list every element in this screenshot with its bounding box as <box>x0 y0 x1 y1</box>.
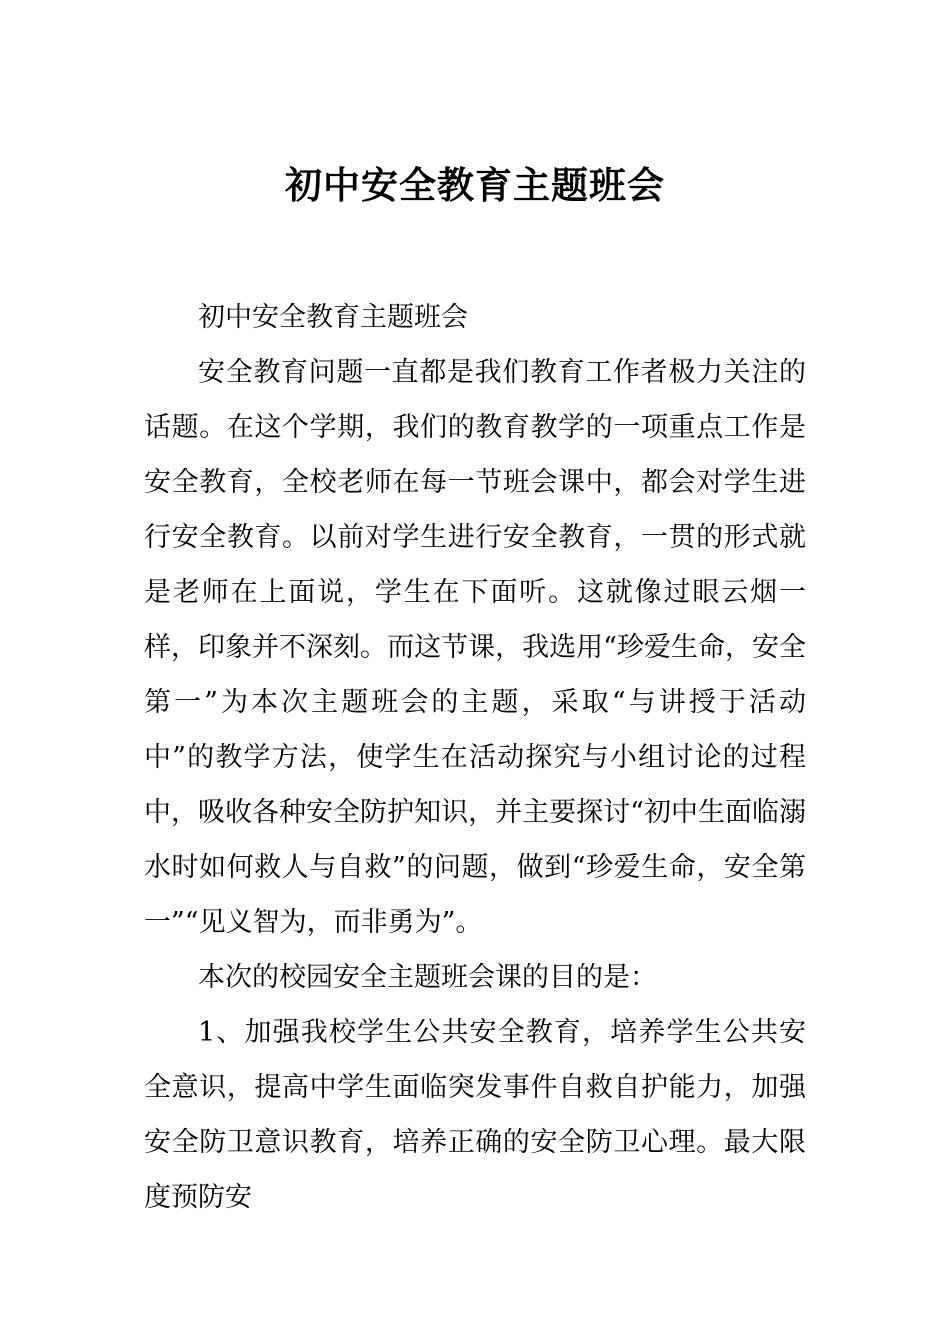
paragraph-purpose-heading: 本次的校园安全主题班会课的目的是： <box>198 962 657 993</box>
paragraph-subtitle: 初中安全教育主题班会 <box>198 302 468 333</box>
paragraph-intro: 安全教育问题一直都是我们教育工作者极力关注的话题。在这个学期，我们的教育教学的一项重点工作是安全教育，全校老师在每一节班会课中，都会对学生进行安全教育。以前对学生进行安全教育，一贯的形式就是老师在上面说，学生在下面听。这就像过眼云烟一样，印象并不深刻。而这节课，我选用“珍爱生命，安全第一”为本次主题班会的主题，采取“与讲授于活动中”的教学方法，使学生在活动探究与小组讨论的过程中，吸收各种安全防护知识，并主要探讨“初中生面临溺水时如何救人与自救”的问题，做到“珍爱生命，安全第一”“见义智为，而非勇为”。 <box>144 357 806 938</box>
document-title: 初中安全教育主题班会 <box>285 163 665 207</box>
paragraph-purpose-item-1: 1、加强我校学生公共安全教育，培养学生公共安全意识，提高中学生面临突发事件自救自护能力，加强安全防卫意识教育，培养正确的安全防卫心理。最大限度预防安 <box>144 1017 806 1213</box>
document-body <box>144 290 806 1225</box>
